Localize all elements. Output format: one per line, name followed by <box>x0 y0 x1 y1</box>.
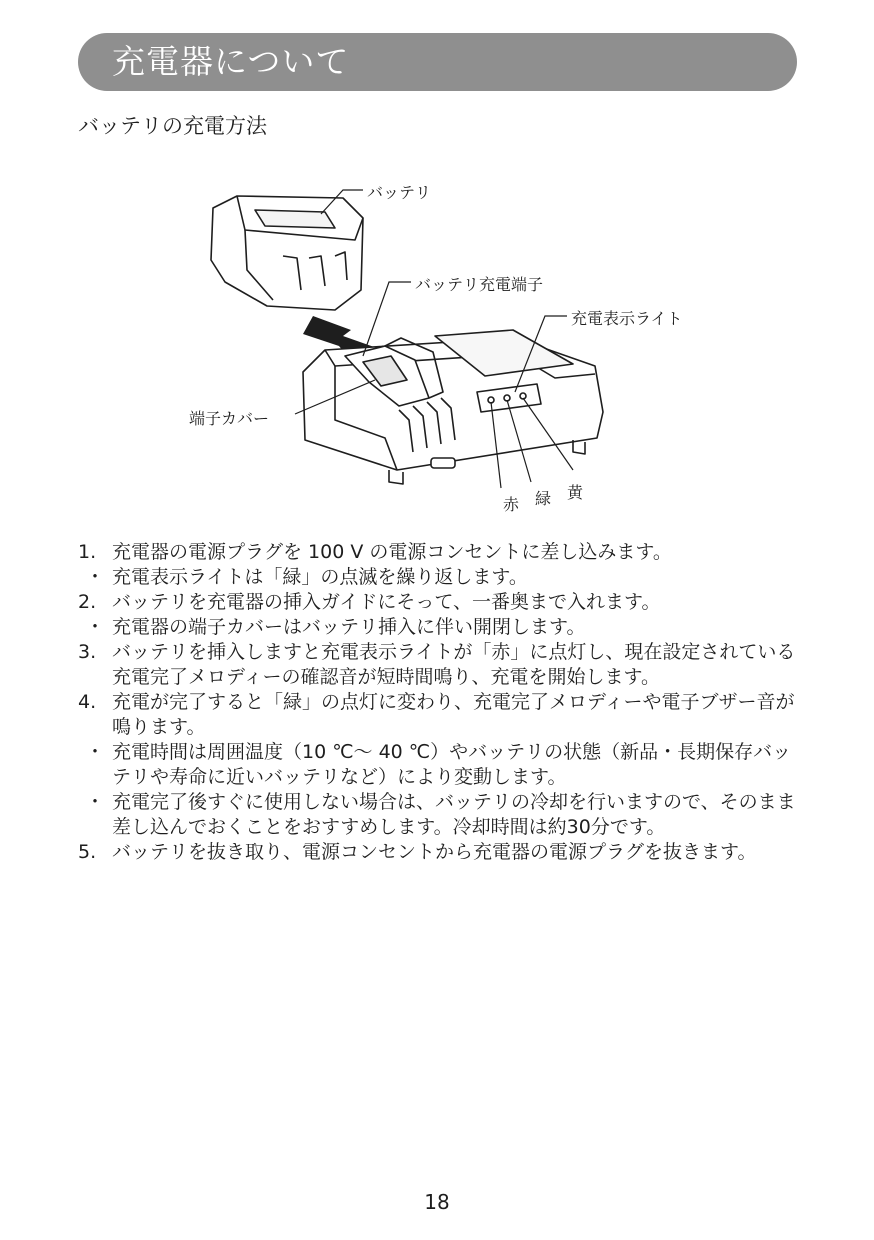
step-text: 充電時間は周囲温度（10 ℃～ 40 ℃）やバッテリの状態（新品・長期保存バッテリや寿命に近いバッテリなど）により変動します。 <box>112 741 792 788</box>
page-number: 18 <box>424 1190 450 1214</box>
step-marker: 5. <box>78 841 97 863</box>
step-text: バッテリを挿入しますと充電表示ライトが「赤」に点灯し、現在設定されている充電完了メロディーの確認音が短時間鳴り、充電を開始します。 <box>112 641 796 688</box>
bullet-marker: ・ <box>85 566 105 588</box>
instruction-list <box>78 540 803 865</box>
charger-illustration <box>185 170 705 530</box>
section-banner <box>78 33 797 91</box>
list-item <box>78 590 803 615</box>
label-charge-light: 充電表示ライト <box>571 309 683 328</box>
list-item <box>78 565 803 590</box>
list-item <box>78 690 803 740</box>
page-title: 充電器について <box>112 42 350 81</box>
list-item <box>78 615 803 640</box>
section-subtitle: バッテリの充電方法 <box>78 114 267 138</box>
label-charge-terminal: バッテリ充電端子 <box>415 275 544 294</box>
label-red: 赤 <box>503 495 520 514</box>
label-green: 緑 <box>535 489 552 508</box>
bullet-marker: ・ <box>85 741 105 763</box>
label-battery: バッテリ <box>367 183 432 202</box>
step-text: バッテリを抜き取り、電源コンセントから充電器の電源プラグを抜きます。 <box>112 841 757 863</box>
step-marker: 1. <box>78 541 97 563</box>
step-text: バッテリを充電器の挿入ガイドにそって、一番奥まで入れます。 <box>112 591 661 613</box>
list-item <box>78 640 803 690</box>
step-marker: 3. <box>78 641 97 663</box>
bullet-marker: ・ <box>85 791 105 813</box>
list-item <box>78 740 803 790</box>
label-yellow: 黄 <box>567 483 584 502</box>
bullet-marker: ・ <box>85 616 105 638</box>
list-item <box>78 790 803 840</box>
step-text: 充電器の端子カバーはバッテリ挿入に伴い開閉します。 <box>112 616 586 638</box>
step-marker: 2. <box>78 591 97 613</box>
step-text: 充電完了後すぐに使用しない場合は、バッテリの冷却を行いますので、そのまま差し込んでおくことをおすすめします。冷却時間は約30分です。 <box>112 791 796 838</box>
step-text: 充電器の電源プラグを 100 V の電源コンセントに差し込みます。 <box>112 541 672 563</box>
step-text: 充電表示ライトは「緑」の点滅を繰り返します。 <box>112 566 528 588</box>
step-text: 充電が完了すると「緑」の点灯に変わり、充電完了メロディーや電子ブザー音が鳴ります。 <box>112 691 795 738</box>
charger-drawing <box>185 170 705 530</box>
list-item <box>78 540 803 565</box>
step-marker: 4. <box>78 691 97 713</box>
list-item <box>78 840 803 865</box>
label-terminal-cover: 端子カバー <box>189 409 270 428</box>
